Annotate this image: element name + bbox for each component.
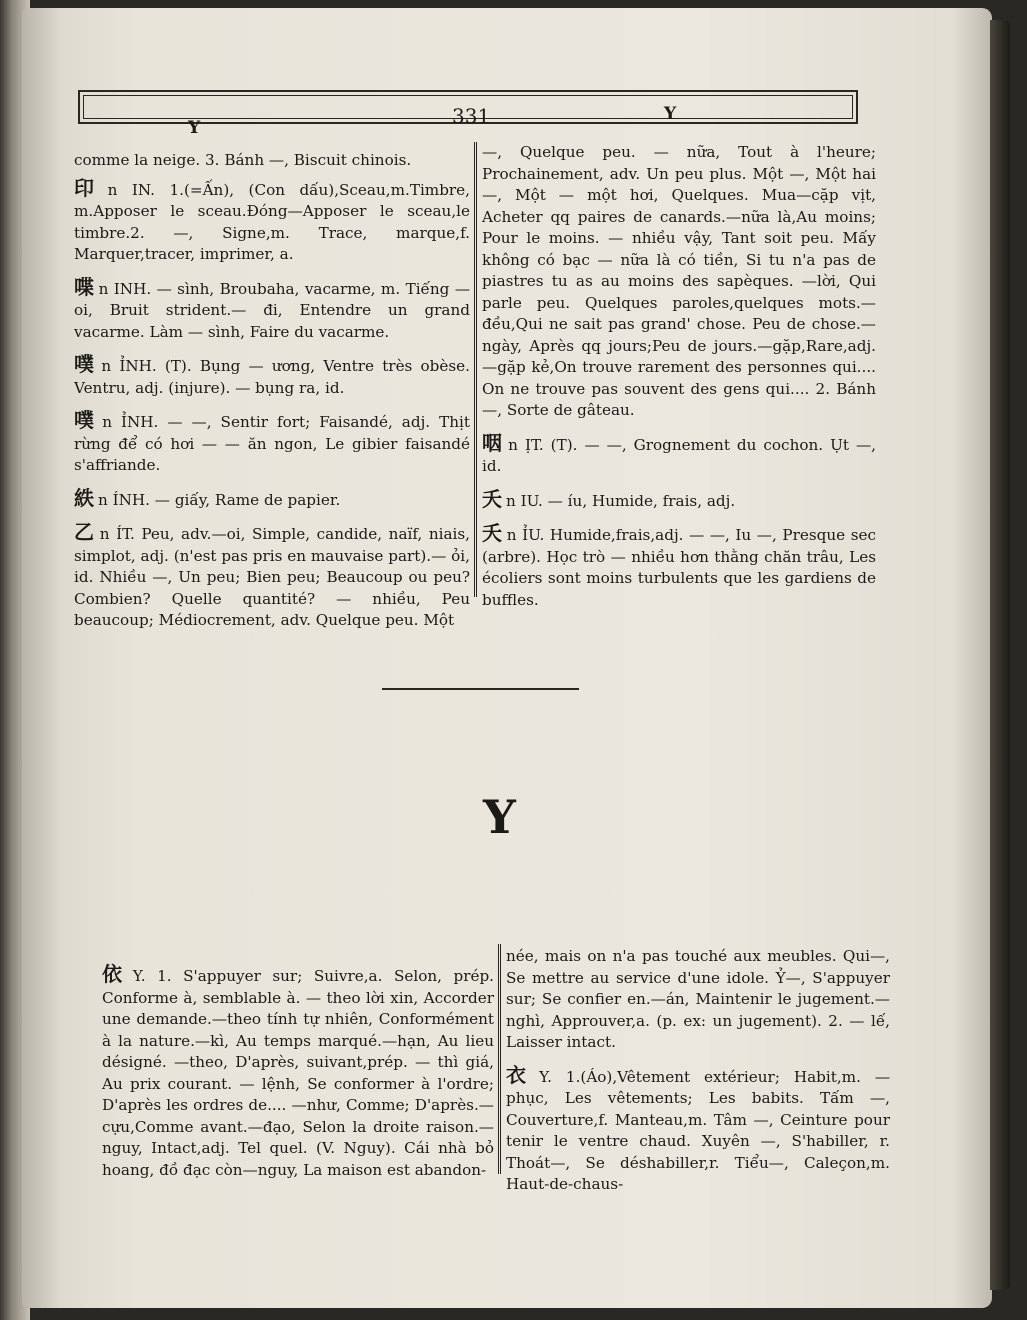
hanzi-headword: 依 [102,962,129,986]
dictionary-entry: 噗 n ỈNH. (T). Bụng — ương, Ventre très obèse. Ventru, adj. (injure). — bụng ra, id. [74,352,470,397]
hanzi-headword: 噗 [74,352,98,376]
hanzi-headword: 夭 [482,486,502,511]
hanzi-headword: 紩 [74,485,94,510]
header-left-letter: Y [188,118,201,138]
dictionary-entry: 衣 Y. 1.(Áo),Vêtement extérieur; Habit,m. — phục, Les vêtements; Les babits. Tấm —, Couverture,f. Manteau,m. Tâm —, Ceinture pour tenir le ventre chaud. Xuyên —, S'habiller, r. Thoát—, Se déshabiller,r. Tiểu—, Caleçon,m. Haut-de-chaus- [506,1062,891,1193]
column-divider [474,142,477,597]
hanzi-headword: 夭 [482,521,503,545]
dictionary-entry: 紩 n ÍNH. — giấy, Rame de papier. [74,485,341,510]
header-right-letter: Y [664,104,677,124]
section-divider-rule [382,688,579,690]
section-letter: Y [483,790,516,844]
book-spine [990,20,1010,1290]
dictionary-entry: 咽 n ỊT. (T). — —, Grognement du cochon. Ụt —, id. [482,430,876,475]
bottom-left-column [102,964,494,1192]
hanzi-headword: 噗 [74,408,99,432]
hanzi-headword: 咽 [482,430,505,455]
top-left-column [74,150,470,643]
dictionary-entry: —, Quelque peu. — nữa, Tout à l'heure; Prochainement, adv. Un peu plus. Một —, Một hai —, Một — một hơi, Quelques. Mua—cặp vịt, Acheter qq paires de canards.—nữa là,Au moins; Pour le moins. — nhiều vậy, Tant soit peu. Mấy không có bạc — nữa là có tiền, Si tu n'a pas de piastres tu as au moins des sapèques. —lời, Qui parle peu. Quelques paroles,quelques mots.—đều,Qui ne sait pas grand' chose. Peu de chose.—ngày, Après qq jours;Peu de jours.—gặp,Rare,adj.—gặp kẻ,On trouve rarement des personnes qui.... On ne trouve pas souvent des gens qui.... 2. Bánh —, Sorte de gâteau. [482,143,876,419]
dictionary-entry: 噗 n ỈNH. — —, Sentir fort; Faisandé, adj. Thịt rừng để có hơi — — ăn ngon, Le gibier faisandé s'affriande. [74,408,470,474]
top-right-column [482,142,876,622]
dictionary-entry: 夭 n IU. — íu, Humide, frais, adj. [482,486,736,511]
hanzi-headword: 乙 [74,520,96,544]
page-number: 331 [452,104,491,128]
hanzi-headword: 衣 [506,1062,536,1087]
column-divider [498,944,501,1174]
dictionary-entry: 乙 n ÍT. Peu, adv.—oi, Simple, candide, naïf, niais, simplot, adj. (n'est pas pris en mauvaise part).— ỏi, id. Nhiều —, Un peu; Bien peu; Beaucoup ou peu? Combien? Quelle quantité? — nhiều, Peu beaucoup; Médiocrement, adv. Quelque peu. Một [74,520,470,629]
hanzi-headword: 印 [74,175,104,200]
dictionary-entry: 印 n IN. 1.(=Ấn), (Con dấu),Sceau,m.Timbre, m.Apposer le sceau.Đóng—Apposer le sceau,le timbre.2. —, Signe,m. Trace, marque,f. Marquer,tracer, imprimer, a. [74,175,471,263]
dictionary-entry: 夭 n ỈU. Humide,frais,adj. — —, Iu —, Presque sec (arbre). Học trò — nhiều hơn thằng chăn trâu, Les écoliers sont moins turbulents que les gardiens de buffles. [482,521,877,609]
dictionary-entry: née, mais on n'a pas touché aux meubles. Qui—, Se mettre au service d'une idole. Ỷ—, S'appuyer sur; Se confier en.—án, Maintenir le jugement.—nghì, Approuver,a. (p. ex: un jugement). 2. — lế, Laisser intact. [506,947,890,1051]
dictionary-entry: comme la neige. 3. Bánh —, Biscuit chinois. [74,151,412,169]
bottom-right-column [506,946,890,1207]
dictionary-entry: 依 Y. 1. S'appuyer sur; Suivre,a. Selon, prép. Conforme à, semblable à. — theo lời xin, Accorder une demande.—theo tính tự nhiên, Conformément à la nature.—kì, Au temps marqué.—hạn, Au lieu désigné. —theo, D'après, suivant,prép. — thì giá, Au prix courant. — lệnh, Se conformer à l'ordre; D'après les ordres de.... —như, Comme; D'après.— cựu,Comme avant.—đạo, Selon la droite raison.— nguy, Intact,adj. Tel quel. (V. Nguy). Cái nhà bỏ hoang, đồ đạc còn—nguy, La maison est abandon- [102,962,494,1179]
dictionary-entry: 喋 n INH. — sình, Broubaha, vacarme, m. Tiếng —oi, Bruit strident.— đi, Entendre un grand vacarme. Làm — sình, Faire du vacarme. [74,274,471,341]
hanzi-headword: 喋 [74,274,95,299]
